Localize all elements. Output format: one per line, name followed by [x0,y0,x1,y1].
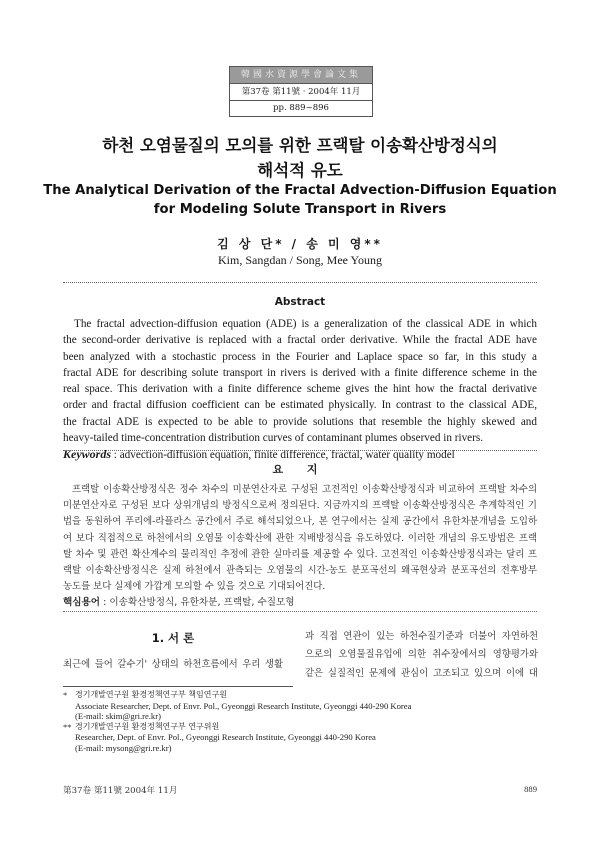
abstract-heading: Abstract [274,296,326,308]
page-range: pp. 889~896 [273,103,329,113]
korean-abstract-line: 여 보다 직접적으로 하천에서의 오염물 이송확산에 관한 지배방정식을 유도하였다. 이러한 개념의 유도방법은 프랙 [63,532,537,544]
footer-page-number: 889 [524,784,537,794]
footnotes [63,690,543,754]
korean-keywords-label: 핵심용어 [63,597,101,609]
korean-abstract-body [63,482,537,612]
footnote-affiliation-korean: 경기개발연구원 환경정책연구부 책임연구원 [75,690,227,699]
abstract-line: real space. This derivation with a finite difference scheme gives the hint how the fractal derivative [63,383,537,396]
korean-keywords-line [63,595,537,611]
abstract-line: The fractal advection-diffusion equation (ADE) is a generalization of the classical ADE in which [74,318,537,330]
abstract-line: order and fractal diffusion coefficient can be estimated physically. In contrast to the classical ADE, [63,399,537,412]
intro-left-column [63,656,283,670]
footnote-mark: * [63,690,68,700]
dotted-divider [63,282,537,283]
volume-issue: 第37卷 第11號 · 2004年 11月 [230,84,372,101]
footnote-author-1 [63,690,543,722]
title-korean-line-2: 해석적 유도 [257,161,343,180]
abstract-line: heavy-tailed time-concentration distribution curves of contaminant plumes observed in rivers. [63,432,484,445]
footnote-email: (E-mail: mysong@gri.re.kr) [75,742,172,753]
journal-name-banner: 韓國水資源學會論文集 [230,67,372,84]
dotted-divider [63,611,537,612]
intro-line: 과 직접 연관이 있는 하천수질기준과 더불어 자연하천 [305,631,538,642]
korean-abstract-line: 랙탈 이송확산방정식은 실제 하천에서 관측되는 오염물의 시간-농도 분포곡선의 왜곡현상과 분포곡선의 전후방부 [63,564,537,576]
keywords-text: : advection-diffusion equation, finite difference, fractal, water quality model [111,449,455,462]
intro-line: 으로의 오염물질유입에 의한 취수장에서의 영향평가와 [305,649,538,661]
footer-issue: 第37卷 第11號 2004年 11月 [63,786,178,796]
korean-keywords-text: : 이송확산방정식, 유한차분, 프랙탈, 수질모형 [100,597,295,609]
footnote-mark: ** [63,721,72,732]
abstract-line: the fractal ADE is expected to be able to provide solutions that resemble the highly skewed and [63,415,537,428]
journal-info-box [229,66,373,117]
korean-abstract-line: 미분연산자로 구성된 보다 상위개념의 방정식으로써 정의된다. 지금까지의 프랙탈 이송확산방정식은 추계학적인 기 [63,500,537,512]
footnote-affiliation-korean: 경기개발연구원 환경정책연구부 연구위원 [75,721,220,731]
title-korean-line-1: 하천 오염물질의 모의를 위한 프랙탈 이송확산방정식의 [102,136,498,155]
footnote-author-2 [63,722,543,754]
footnote-email: (E-mail: skim@gri.re.kr) [75,711,161,722]
korean-abstract-line: 법을 동원하여 푸리에-라플라스 공간에서 주로 해석되었으나, 본 연구에서는 실제 공간에서 유한차분개념을 도입하 [63,516,537,528]
intro-line: 최근에 들어 갈수기' 상태의 하천흐름에서 우리 생활 [63,659,283,670]
footnote-affiliation-english: Researcher, Dept. of Envr. Pol., Gyeonggi Research Institute, Gyeonggi 440-290 Korea [75,732,376,743]
title-english-line-1: The Analytical Derivation of the Fractal Advection-Diffusion Equation [43,183,557,198]
section-title-introduction: 1. 서 론 [151,631,195,645]
footnote-rule [63,686,293,687]
korean-abstract-line: 탈 차수 및 관련 확산계수의 물리적인 추정에 관한 실마리를 제공할 수 있다. 고전적인 이송확산방정식과는 달리 프 [63,548,537,560]
intro-right-column [305,628,538,683]
intro-line: 같은 실질적인 문제에 관심이 고조되고 있으며 이에 대 [305,667,538,679]
authors-english: Kim, Sangdan / Song, Mee Young [217,253,382,267]
authors-korean: 김 상 단* / 송 미 영** [217,237,383,251]
korean-abstract-heading: 요 지 [272,463,328,476]
abstract-line: the second-order derivative is replaced with a fractal order derivative. While the fractal ADE have [63,334,537,347]
abstract-line: fractal ADE for describing solute transport in rivers is derived with a finite difference scheme in the [63,366,537,379]
footnote-affiliation-english: Associate Researcher, Dept. of Envr. Pol., Gyeonggi Research Institute, Gyeonggi 440-290 Korea [75,700,412,711]
korean-abstract-line: 농도를 보다 실제에 가깝게 모의할 수 있을 것으로 기대되어진다. [63,581,326,593]
abstract-line: been analyzed with a stochastic process in the Fourier and Laplace space so far, in this study a [63,350,537,363]
dotted-divider [63,450,537,451]
korean-abstract-line: 프랙탈 이송확산방정식은 정수 차수의 미분연산자로 구성된 고전적인 이송확산방정식과 비교하여 프랙탈 차수의 [72,484,537,495]
keywords-label: Keywords [63,447,111,462]
abstract-body [63,316,537,463]
title-english-line-2: for Modeling Solute Transport in Rivers [153,202,447,217]
